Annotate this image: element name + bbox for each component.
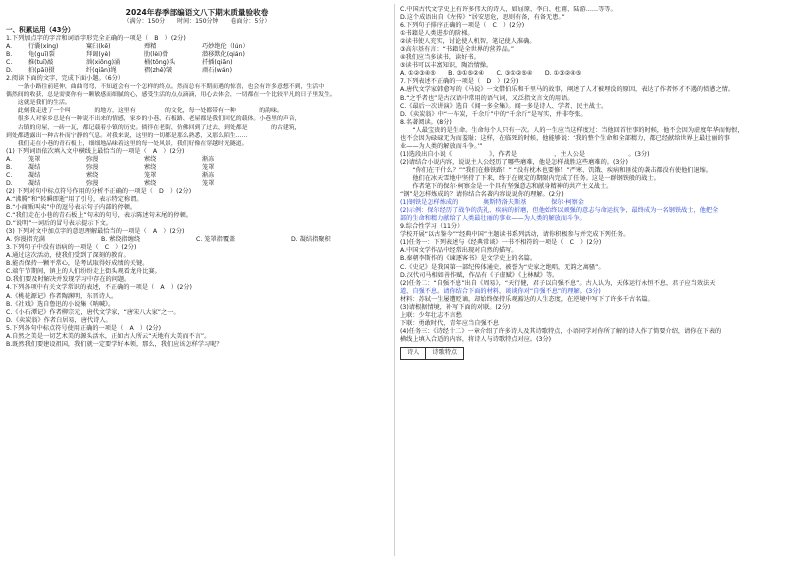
- question-stem: 7.下列表述不正确的一项是（ D ）(2分): [400, 78, 519, 86]
- question-1-stem: 1.下列加点字的字音和词语字形完全正确的一项是（ B ）(2分): [6, 35, 186, 42]
- right-lines: [400, 6, 785, 344]
- text-line: ③高尔基有言：“书籍是全世界的营养品。”: [400, 46, 515, 54]
- option-cell: D.: [6, 179, 13, 187]
- answer-line: 道，自强不息。请你结合下面的材料，谈谈你对“自强不息”的理解。(3分): [400, 287, 601, 295]
- option-line: D.我们要及时解决并发现学习中存在的问题。: [6, 276, 131, 284]
- section-heading: 一、积累运用（43分）: [6, 26, 75, 34]
- text-line: “你们在干什么？”“我们在修铁路！” “没有枕木也要修！”严寒、饥饿、疾病和匪徒的袭击都没有使他们退缩。: [400, 166, 713, 174]
- q2-sub1-options: [6, 156, 388, 188]
- text-line: 横线上填入合适的内容，将诗人与诗歌特点对应。(3分): [400, 335, 552, 343]
- option-line: A.自然之美是一切艺术美的源头活水，正如古人所云“天地有大美而不言”。: [6, 332, 211, 340]
- question-stem: 8.名著阅读。(8分): [400, 118, 452, 126]
- q5-options: [6, 333, 388, 349]
- option-cell: D. 凝结指聚积: [291, 236, 331, 244]
- passage-line: 这就是我们的生活。: [6, 100, 71, 107]
- text-line: (4)任务三：《诗经十二》一章介绍了许多诗人及其诗歌特点，小语同学对你所了解的诗人作了简要介绍，请你在下表的: [400, 327, 722, 335]
- option-cell: 弥漫: [86, 179, 99, 187]
- question-4-stem: 4.下列各项中有关文学常识的表述，不正确的一项是（ A ）(2分): [6, 284, 192, 292]
- option-cell: 扦插(qiān): [202, 59, 233, 67]
- text-line: C.《最后一次讲演》选自《闻一多全集》。闻一多是诗人、学者、民主战士。: [400, 102, 608, 110]
- text-line: 学校开展“以古鉴今”“经典中国”主题读书系列活动，请你积极参与并完成下列任务。: [400, 231, 630, 239]
- option-cell: 巧妙绝伦（lún）: [202, 43, 249, 51]
- option-line: A.“沸腾”和“转瞬即逝”用了引号，表示特定称谓。: [6, 195, 143, 203]
- option-cell: D.: [6, 67, 13, 75]
- option-line: D.“说明”一词后的冒号表示提示下文。: [6, 220, 112, 228]
- option-cell: A.: [6, 155, 13, 163]
- option-cell: 凝结: [28, 163, 41, 171]
- option-cell: 肋(lèi)骨: [144, 51, 169, 59]
- text-line: (2)任务二：“自强不息”出自《周易》，“天行健，君子以自强不息”。古人认为，天体运行永恒不息，君子应当效法天: [400, 279, 716, 287]
- option-line: B.《社戏》选自鲁迅的小说集《呐喊》。: [6, 300, 115, 308]
- text-line: 材料：苏轼一生屡遭贬谪，却始终保持乐观豁达的人生态度，在逆境中写下了许多千古名篇。: [400, 295, 654, 303]
- text-line: ②读书使人充实，讨论使人机智，笔记使人准确。: [400, 38, 536, 46]
- text-line: 下联：勇敢时代，青年应当自强不息: [400, 319, 499, 327]
- text-line: ④我们应当多读书，读好书。: [400, 54, 480, 62]
- option-line: A.《桃花源记》作者陶渊明，东晋诗人。: [6, 292, 118, 300]
- text-line: 作者笔下的保尔·柯察金是一个具有坚强意志和献身精神的共产主义战士。: [400, 183, 613, 191]
- option-cell: 褶(zhě)皱: [144, 67, 173, 75]
- passage-line: 此刻我走进了一个叫 的地方，这里有 的文化，每一处都带有一种 的韵味。: [6, 108, 283, 115]
- q2-sub3: (3) 下列对文中加点字的意思理解最恰当的一项是（ A ）(2分): [6, 228, 185, 236]
- question-stem: 9.综合性学习（11分）: [400, 223, 464, 231]
- column-divider: [394, 4, 395, 556]
- question-3-stem: 3.下列句子中没有语病的一项是（ C ）(2分): [6, 244, 137, 252]
- text-line: (1)任务一：下列表述与《经典常谈》一书不相符的一项是（ C ）(2分): [400, 239, 602, 247]
- option-line: B.能否保持一颗平常心，是考试取得好成绩的关键。: [6, 260, 149, 268]
- q1-options: [6, 43, 388, 75]
- text-line: ①书籍是人类进步的阶梯。: [400, 30, 474, 38]
- option-line: D.《卖炭翁》作者白居易，唐代诗人。: [6, 316, 112, 324]
- table-header-feature: 诗歌特点: [426, 347, 464, 359]
- option-cell: 萦绕: [86, 171, 99, 179]
- option-line: C.《小石潭记》作者柳宗元，唐代文学家，“唐宋八大家”之一。: [6, 308, 180, 316]
- option-cell: 弥漫: [86, 155, 99, 163]
- option-cell: 笼罩: [28, 155, 41, 163]
- text-line: 他们在冰天雪地中坚持了下来，终于在规定的期限内完成了任务。这是一群钢铁般的战士。: [400, 174, 660, 182]
- text-line: B.秦朝李斯作的《谏逐客书》是文学史上的名篇。: [400, 255, 537, 263]
- q4-options: [6, 293, 388, 325]
- option-line: C.端午节期间，镇上的人们纷纷走上街头观看龙舟比赛。: [6, 268, 161, 276]
- option-cell: 凝结: [28, 179, 41, 187]
- option-cell: 笼罩: [202, 179, 215, 187]
- option-cell: 汹(xiōng)涌: [86, 59, 121, 67]
- question-2-stem: 2.阅读下面的文字，完成下面小题。（6分）: [6, 75, 125, 83]
- text-line: A. ①②③④⑤ B. ③①⑤②④ C. ③①②⑤④ D. ①③②④⑤: [400, 70, 582, 78]
- option-cell: 萦绕: [144, 163, 157, 171]
- text-line: (3)请根据情境，补写下面的对联。(2分): [400, 303, 511, 311]
- text-line: C.《史记》是我国第一部纪传体通史，被誉为“史家之绝唱，无韵之离骚”。: [400, 263, 605, 271]
- text-line: “钢”是怎样炼成的？请你结合名著内容说说你的理解。(2分): [400, 191, 564, 199]
- option-cell: 潜移默化(qián): [202, 51, 245, 59]
- passage-line: 偶然间的收获，总是需要你有一颗敏感而细腻的心，感受生活的点点滴滴，用心去体会，一切都在一个比较平凡的日子里发生。: [6, 92, 336, 99]
- option-cell: A. 弥漫指充满: [6, 236, 45, 244]
- q3-options: [6, 252, 388, 284]
- option-line: A.通过这次活动，使我们受到了深刻的教育。: [6, 252, 130, 260]
- option-line: C.“我们走在小巷的青石板上”句末的句号，表示陈述句末尾的停顿。: [6, 212, 192, 220]
- option-cell: 笼罩: [144, 171, 157, 179]
- option-cell: 萦绕: [144, 179, 157, 187]
- text-line: D.《卖炭翁》中“一车炭，千余斤”中的“千余斤”是写实，并非夸张。: [400, 110, 587, 118]
- option-cell: B.: [6, 51, 13, 59]
- option-cell: C. 笼罩指覆盖: [196, 236, 236, 244]
- text-line: “人最宝贵的是生命。生命每个人只有一次。人的一生应当这样度过：当他回首往事的时候，他不会因为虚度年华而悔恨，: [400, 126, 744, 134]
- option-cell: 顽石(wán): [202, 67, 232, 75]
- q2-sub2-options: [6, 196, 388, 228]
- question-stem: 6.下列句子排序正确的一项是（ C ）(2分): [400, 22, 525, 30]
- text-line: D.汉代司马相如善作赋，作品有《子虚赋》《上林赋》等。: [400, 271, 559, 279]
- option-cell: 萦绕: [144, 155, 157, 163]
- option-cell: 渐冻: [202, 155, 215, 163]
- option-cell: 拍(pāi)摄: [28, 67, 55, 75]
- text-line: ⑤读书可以丰富知识，陶冶情操。: [400, 62, 493, 70]
- passage-line: 我们走在小巷的青石板上，细细地品味着这里的每一处风景，我们好像在穿越时光隧道。: [6, 140, 248, 147]
- text-line: D.这个成语出自《左传》“居安思危，思则有备，有备无患。”: [400, 14, 565, 22]
- reading-passage: [6, 83, 388, 147]
- option-cell: C.: [6, 171, 13, 179]
- text-line: 业——为人类的解放而斗争。’”: [400, 142, 483, 150]
- exam-meta: （满分：150分 时间：150分钟 卷面分：5分）: [123, 18, 271, 25]
- option-cell: 龟(guī)裂: [28, 51, 55, 59]
- text-line: A.中国文学作品中经常出现对自然的描写。: [400, 247, 518, 255]
- answer-line: 部的生命和精力献给了人类最壮丽的事业——为人类的解放而斗争。: [400, 215, 586, 223]
- q2-sub3-options: [6, 236, 388, 244]
- passage-line: 古镇的房屋，一砖一瓦，都记载着小镇的历史。徜徉在老街，仿佛回到了过去，到处都是 的古建筑，: [6, 124, 301, 131]
- text-line: 上联：少年壮志不言愁: [400, 311, 462, 319]
- option-cell: A.: [6, 43, 13, 51]
- option-cell: 笼罩: [202, 163, 215, 171]
- option-line: B.“小商贩叫卖”中的逗号表示句子内部的停顿。: [6, 203, 137, 211]
- option-cell: 拜谒(yè): [86, 51, 111, 59]
- text-line: A.唐代文学家韩愈写的《马说》一文借伯乐和千里马的故事，阐述了人才被埋没的原因，表达了作者怀才不遇的愤懑之情。: [400, 86, 735, 94]
- option-cell: 殚精: [144, 43, 157, 51]
- option-cell: 弥漫: [86, 163, 99, 171]
- text-line: B.“之乎者也”是古汉语中常用的语气词，又泛指文言文的用语。: [400, 94, 574, 102]
- poet-table: [400, 347, 464, 360]
- option-cell: 凝结: [28, 171, 41, 179]
- answer-line: (1)钢铁是怎样炼成的 奥斯特洛夫斯基 保尔·柯察金: [400, 199, 584, 207]
- option-line: B.既然我们要建设祖国，我们就一定要学好本领，那么，我们应该怎样学习呢？: [6, 340, 223, 348]
- passage-line: 一条小路往前延伸，曲曲弯弯，不知道会有一个怎样的终点。然而总有不期而遇的惊喜，也会有许多意想不到，生活中: [6, 84, 325, 91]
- q2-sub2: (2) 下列对句中标点符号作用的分析不正确的一项是（ D ）(2分): [6, 187, 192, 195]
- right-column: [400, 6, 785, 558]
- option-cell: 窠臼(kē): [86, 43, 111, 51]
- option-cell: 桶(tǒng)头: [144, 59, 176, 67]
- text-line: C.中国古代文学史上有许多伟大的诗人，如屈原、李白、杜甫、陆游……等等。: [400, 6, 617, 13]
- table-header-poet: 诗人: [401, 347, 426, 359]
- option-cell: 纤(qiān)绳: [86, 67, 117, 75]
- option-cell: C.: [6, 59, 13, 67]
- page-title: 2024年春季部编语文八下期末质量验收卷: [125, 8, 269, 17]
- answer-line: (2)示例：保尔经历了战争的洗礼、疾病的折磨，但他始终以顽强的意志与命运抗争，最终成为一名钢铁战士，他把全: [400, 207, 719, 215]
- left-column: [6, 6, 388, 558]
- text-line: (2)请结合小说内容，说说主人公经历了哪些磨难，他是怎样战胜这些磨难的。(3分): [400, 158, 628, 166]
- option-cell: B. 萦绕指缠绕: [101, 236, 141, 244]
- q2-sub1: (1) 下列词语依次填入文中横线上最恰当的一项是（ A ）(2分): [6, 147, 185, 155]
- text-line: (1)选段出自小说《 》，作者是 ，主人公是 。(3分): [400, 150, 650, 158]
- option-cell: 渐冻: [202, 171, 215, 179]
- option-cell: B.: [6, 163, 13, 171]
- passage-line: 很多人对家乡总是有一种说不出来的情感，家乡的小巷、石板路、老屋都是我们回忆的载体。小巷里的声音，: [6, 116, 301, 123]
- text-line: 也不会因为碌碌无为而羞耻；这样，在临死的时候，他能够说：‘我的整个生命和全部精力，都已经献给世界上最壮丽的事: [400, 134, 730, 142]
- option-cell: 行囊(xíng): [28, 43, 59, 51]
- option-cell: 推(tuī)敲: [28, 59, 54, 67]
- passage-line: 到处都透露出一种古朴而宁静的气息。对我来说，这里的一切都是那么熟悉，又那么陌生……: [6, 132, 248, 139]
- question-5-stem: 5.下列各句中标点符号使用正确的一项是（ A ）(2分): [6, 324, 162, 332]
